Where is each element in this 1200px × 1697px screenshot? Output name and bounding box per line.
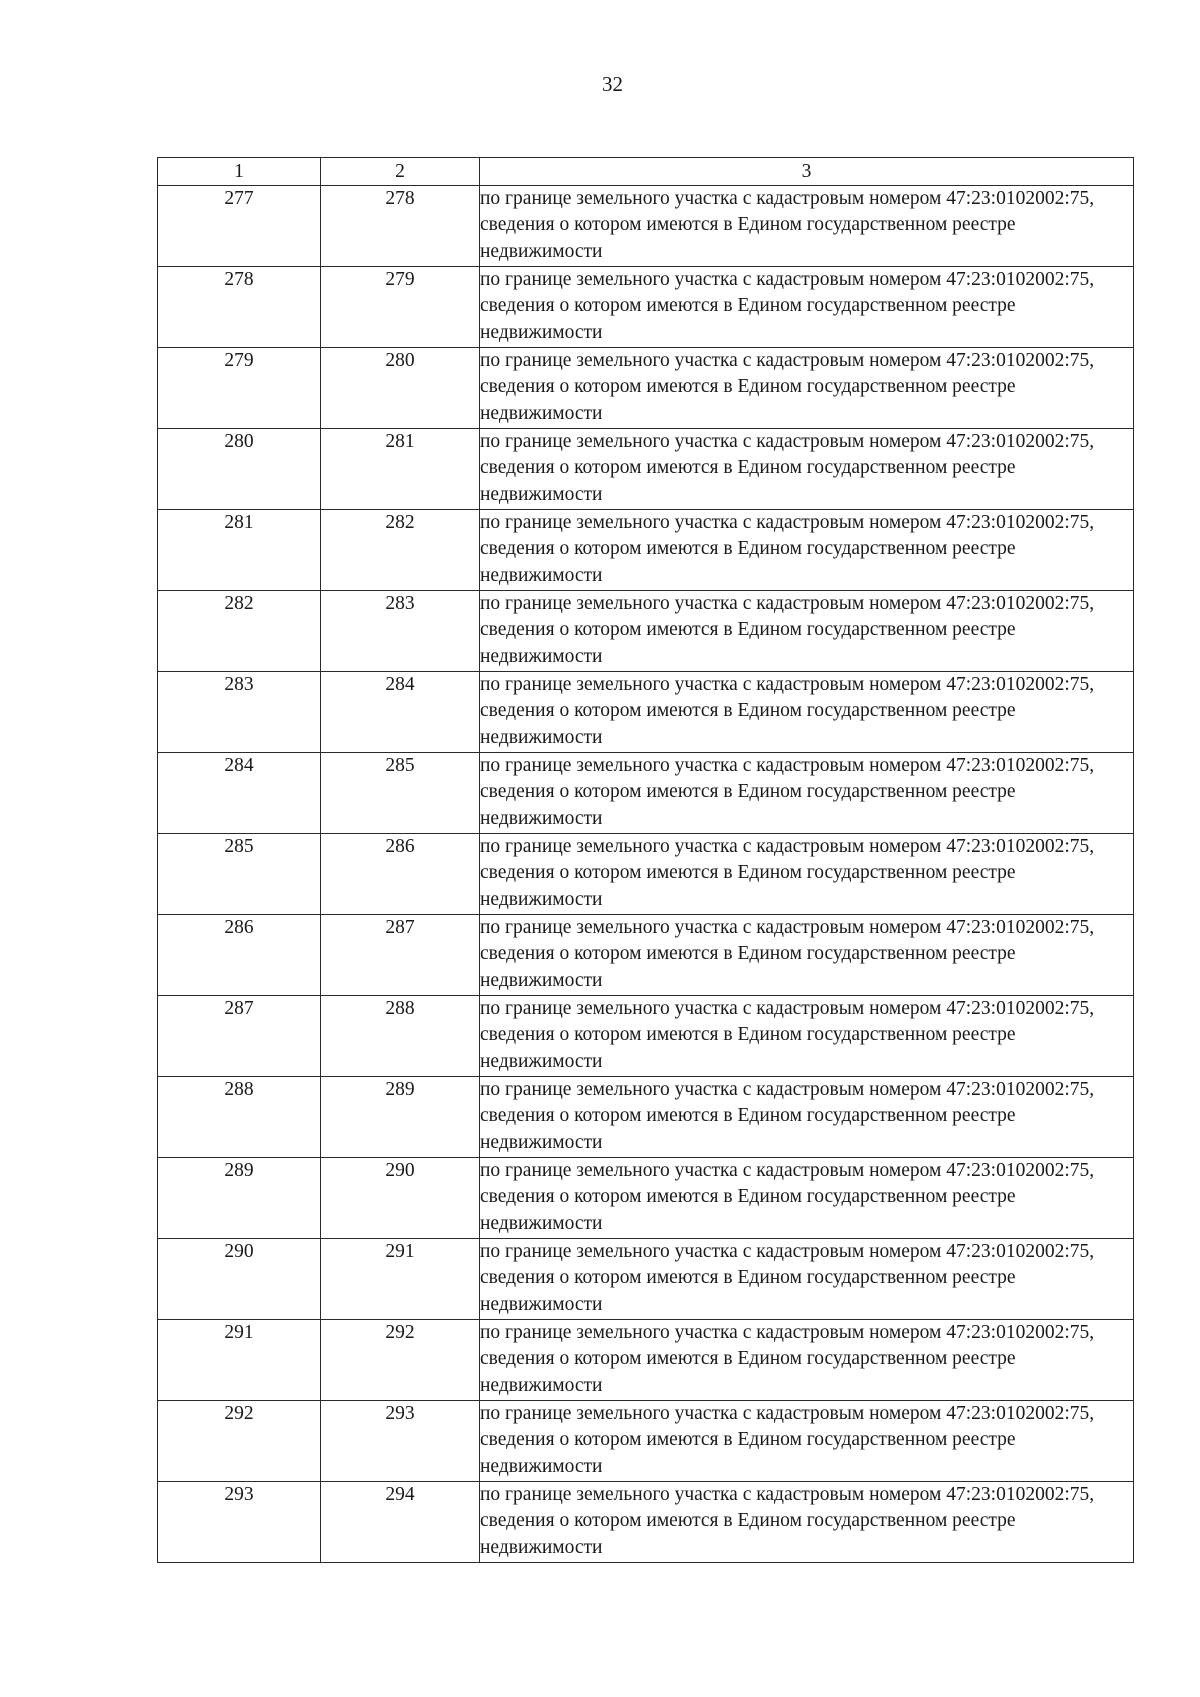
description-cell: по границе земельного участка с кадастровым номером 47:23:0102002:75, сведения о котором имеются в Едином государственном реестре недвижимости (480, 834, 1134, 915)
to-point-cell: 285 (321, 753, 480, 834)
table-row (158, 834, 1134, 915)
from-point-cell: 282 (158, 591, 321, 672)
table-row (158, 510, 1134, 591)
to-point-cell: 279 (321, 267, 480, 348)
description-cell: по границе земельного участка с кадастровым номером 47:23:0102002:75, сведения о котором имеются в Едином государственном реестре недвижимости (480, 267, 1134, 348)
to-point-cell: 291 (321, 1239, 480, 1320)
column-header-1: 1 (158, 158, 321, 186)
table-row (158, 672, 1134, 753)
to-point-cell: 286 (321, 834, 480, 915)
description-cell: по границе земельного участка с кадастровым номером 47:23:0102002:75, сведения о котором имеются в Едином государственном реестре недвижимости (480, 510, 1134, 591)
description-cell: по границе земельного участка с кадастровым номером 47:23:0102002:75, сведения о котором имеются в Едином государственном реестре недвижимости (480, 1239, 1134, 1320)
table-body (158, 186, 1134, 1563)
description-cell: по границе земельного участка с кадастровым номером 47:23:0102002:75, сведения о котором имеются в Едином государственном реестре недвижимости (480, 672, 1134, 753)
table-row (158, 996, 1134, 1077)
to-point-cell: 281 (321, 429, 480, 510)
to-point-cell: 282 (321, 510, 480, 591)
from-point-cell: 288 (158, 1077, 321, 1158)
description-cell: по границе земельного участка с кадастровым номером 47:23:0102002:75, сведения о котором имеются в Едином государственном реестре недвижимости (480, 1158, 1134, 1239)
to-point-cell: 288 (321, 996, 480, 1077)
from-point-cell: 283 (158, 672, 321, 753)
from-point-cell: 285 (158, 834, 321, 915)
description-cell: по границе земельного участка с кадастровым номером 47:23:0102002:75, сведения о котором имеются в Едином государственном реестре недвижимости (480, 186, 1134, 267)
table-row (158, 1077, 1134, 1158)
table-row (158, 186, 1134, 267)
to-point-cell: 287 (321, 915, 480, 996)
boundary-table (157, 157, 1134, 1563)
to-point-cell: 278 (321, 186, 480, 267)
description-cell: по границе земельного участка с кадастровым номером 47:23:0102002:75, сведения о котором имеются в Едином государственном реестре недвижимости (480, 1077, 1134, 1158)
from-point-cell: 277 (158, 186, 321, 267)
table-row (158, 1320, 1134, 1401)
description-cell: по границе земельного участка с кадастровым номером 47:23:0102002:75, сведения о котором имеются в Едином государственном реестре недвижимости (480, 996, 1134, 1077)
column-header-2: 2 (321, 158, 480, 186)
from-point-cell: 281 (158, 510, 321, 591)
table-row (158, 753, 1134, 834)
description-cell: по границе земельного участка с кадастровым номером 47:23:0102002:75, сведения о котором имеются в Едином государственном реестре недвижимости (480, 1320, 1134, 1401)
description-cell: по границе земельного участка с кадастровым номером 47:23:0102002:75, сведения о котором имеются в Едином государственном реестре недвижимости (480, 753, 1134, 834)
column-header-3: 3 (480, 158, 1134, 186)
to-point-cell: 292 (321, 1320, 480, 1401)
table-row (158, 1239, 1134, 1320)
table-row (158, 348, 1134, 429)
table-row (158, 591, 1134, 672)
to-point-cell: 280 (321, 348, 480, 429)
description-cell: по границе земельного участка с кадастровым номером 47:23:0102002:75, сведения о котором имеются в Едином государственном реестре недвижимости (480, 429, 1134, 510)
table-row (158, 1482, 1134, 1563)
description-cell: по границе земельного участка с кадастровым номером 47:23:0102002:75, сведения о котором имеются в Едином государственном реестре недвижимости (480, 915, 1134, 996)
to-point-cell: 284 (321, 672, 480, 753)
from-point-cell: 292 (158, 1401, 321, 1482)
page-number: 32 (602, 72, 623, 96)
table-row (158, 429, 1134, 510)
from-point-cell: 286 (158, 915, 321, 996)
from-point-cell: 293 (158, 1482, 321, 1563)
table-row (158, 915, 1134, 996)
from-point-cell: 291 (158, 1320, 321, 1401)
to-point-cell: 283 (321, 591, 480, 672)
table-row (158, 1401, 1134, 1482)
description-cell: по границе земельного участка с кадастровым номером 47:23:0102002:75, сведения о котором имеются в Едином государственном реестре недвижимости (480, 1482, 1134, 1563)
from-point-cell: 280 (158, 429, 321, 510)
table-header-row (158, 158, 1134, 186)
description-cell: по границе земельного участка с кадастровым номером 47:23:0102002:75, сведения о котором имеются в Едином государственном реестре недвижимости (480, 1401, 1134, 1482)
from-point-cell: 290 (158, 1239, 321, 1320)
to-point-cell: 294 (321, 1482, 480, 1563)
from-point-cell: 289 (158, 1158, 321, 1239)
to-point-cell: 290 (321, 1158, 480, 1239)
from-point-cell: 287 (158, 996, 321, 1077)
description-cell: по границе земельного участка с кадастровым номером 47:23:0102002:75, сведения о котором имеются в Едином государственном реестре недвижимости (480, 591, 1134, 672)
from-point-cell: 279 (158, 348, 321, 429)
table-row (158, 267, 1134, 348)
table-row (158, 1158, 1134, 1239)
from-point-cell: 278 (158, 267, 321, 348)
to-point-cell: 289 (321, 1077, 480, 1158)
to-point-cell: 293 (321, 1401, 480, 1482)
description-cell: по границе земельного участка с кадастровым номером 47:23:0102002:75, сведения о котором имеются в Едином государственном реестре недвижимости (480, 348, 1134, 429)
from-point-cell: 284 (158, 753, 321, 834)
